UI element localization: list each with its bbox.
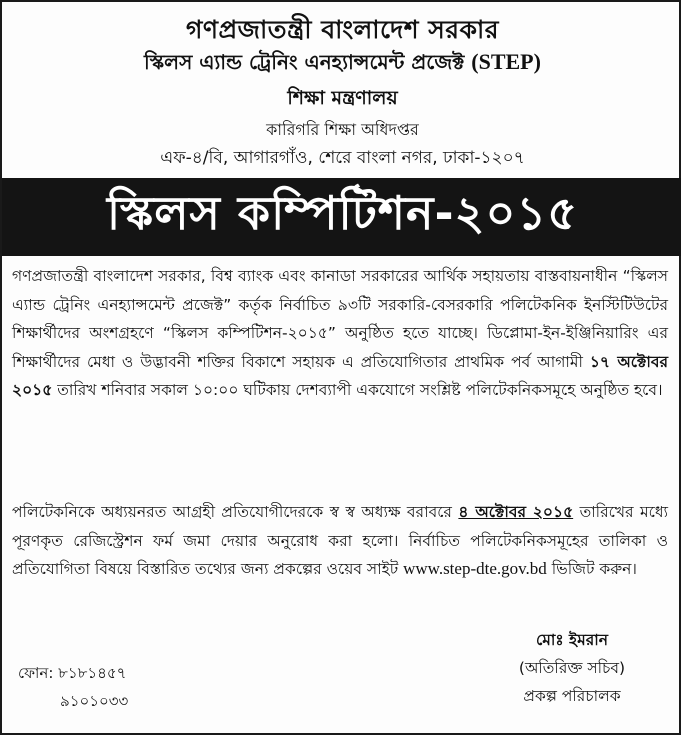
paragraph2-text-c: ভিজিট করুন।: [551, 560, 637, 579]
contact-phone: [18, 659, 128, 715]
department-name: কারিগরি শিক্ষা অধিদপ্তর: [266, 120, 419, 139]
banner-title: স্কিলস কম্পিটিশন-২০১৫: [106, 186, 579, 240]
project-abbreviation: (STEP): [471, 49, 541, 74]
signatory-title: (অতিরিক্ত সচিব): [518, 659, 626, 677]
office-address: এফ-৪/বি, আগারগাঁও, শেরে বাংলা নগর, ঢাকা-১২০৭: [160, 148, 525, 168]
registration-paragraph: [12, 498, 668, 584]
announcement-paragraph: [12, 262, 668, 405]
ministry-name: শিক্ষা মন্ত্রণালয়: [287, 87, 398, 109]
competition-banner: [2, 178, 681, 256]
paragraph2-text-b: তারিখের মধ্যে পূরণকৃত রেজিস্ট্রেশন ফর্ম জমা দেয়ার অনুরোধ করা হলো। নির্বাচিত পলিটেকনিকসমূহের তালিকা ও প্রতিযোগিতা বিষয়ে বিস্তারিত তথ্যের জন্য প্রকল্পের ওয়েব সাইট: [12, 503, 669, 579]
project-name-bn: স্কিলস এ্যান্ড ট্রেনিং এনহ্যান্সমেন্ট প্রজেক্ট: [144, 50, 465, 74]
phone-number-1: ফোন: ৮১৮১৪৫৭: [18, 664, 127, 682]
signature-block: [487, 626, 657, 710]
competition-date: ১৭ অক্টোবর ২০১৫: [12, 352, 668, 400]
signatory-role: প্রকল্প পরিচালক: [523, 687, 621, 705]
registration-deadline: ৪ অক্টোবর ২০১৫: [458, 503, 574, 521]
signatory-name: মোঃ ইমরান: [536, 631, 608, 649]
project-title: [2, 48, 681, 81]
paragraph1-text-a: গণপ্রজাতন্ত্রী বাংলাদেশ সরকার, বিশ্ব ব্যাংক এবং কানাডা সরকারের আর্থিক সহায়তায় বাস্তবায়নাধীন “স্কিলস এ্যান্ড ট্রেনিং এনহ্যান্সমেন্ট প্রজেক্ট” কর্তৃক নির্বাচিত ৯৩টি সরকারি-বেসরকারি পলিটেকনিক ইনস্টিটিউটের শিক্ষার্থীদের অংশগ্রহণে “স্কিলস কম্পিটিশন-২০১৫” অনুষ্ঠিত হতে যাচ্ছে। ডিপ্লোমা-ইন-ইঞ্জিনিয়ারিং এর শিক্ষার্থীদের মেধা ও উদ্ভাবনী শক্তির বিকাশে সহায়ক এ প্রতিযোগিতার প্রাথমিক পর্ব আগামী: [12, 267, 668, 371]
phone-number-2: ৯১০১০৩৩: [60, 692, 129, 710]
website-link[interactable]: www.step-dte.gov.bd: [403, 559, 547, 579]
government-title: গণপ্রজাতন্ত্রী বাংলাদেশ সরকার: [186, 15, 499, 44]
paragraph1-text-b: তারিখ শনিবার সকাল ১০:০০ ঘটিকায় দেশব্যাপী একযোগে সংশ্লিষ্ট পলিটেকনিকসমূহে অনুষ্ঠিত হবে।: [57, 381, 663, 400]
paragraph2-text-a: পলিটেকনিকে অধ্যয়নরত আগ্রহী প্রতিযোগীদেরকে স্ব স্ব অধ্যক্ষ বরাবরে: [12, 503, 452, 521]
